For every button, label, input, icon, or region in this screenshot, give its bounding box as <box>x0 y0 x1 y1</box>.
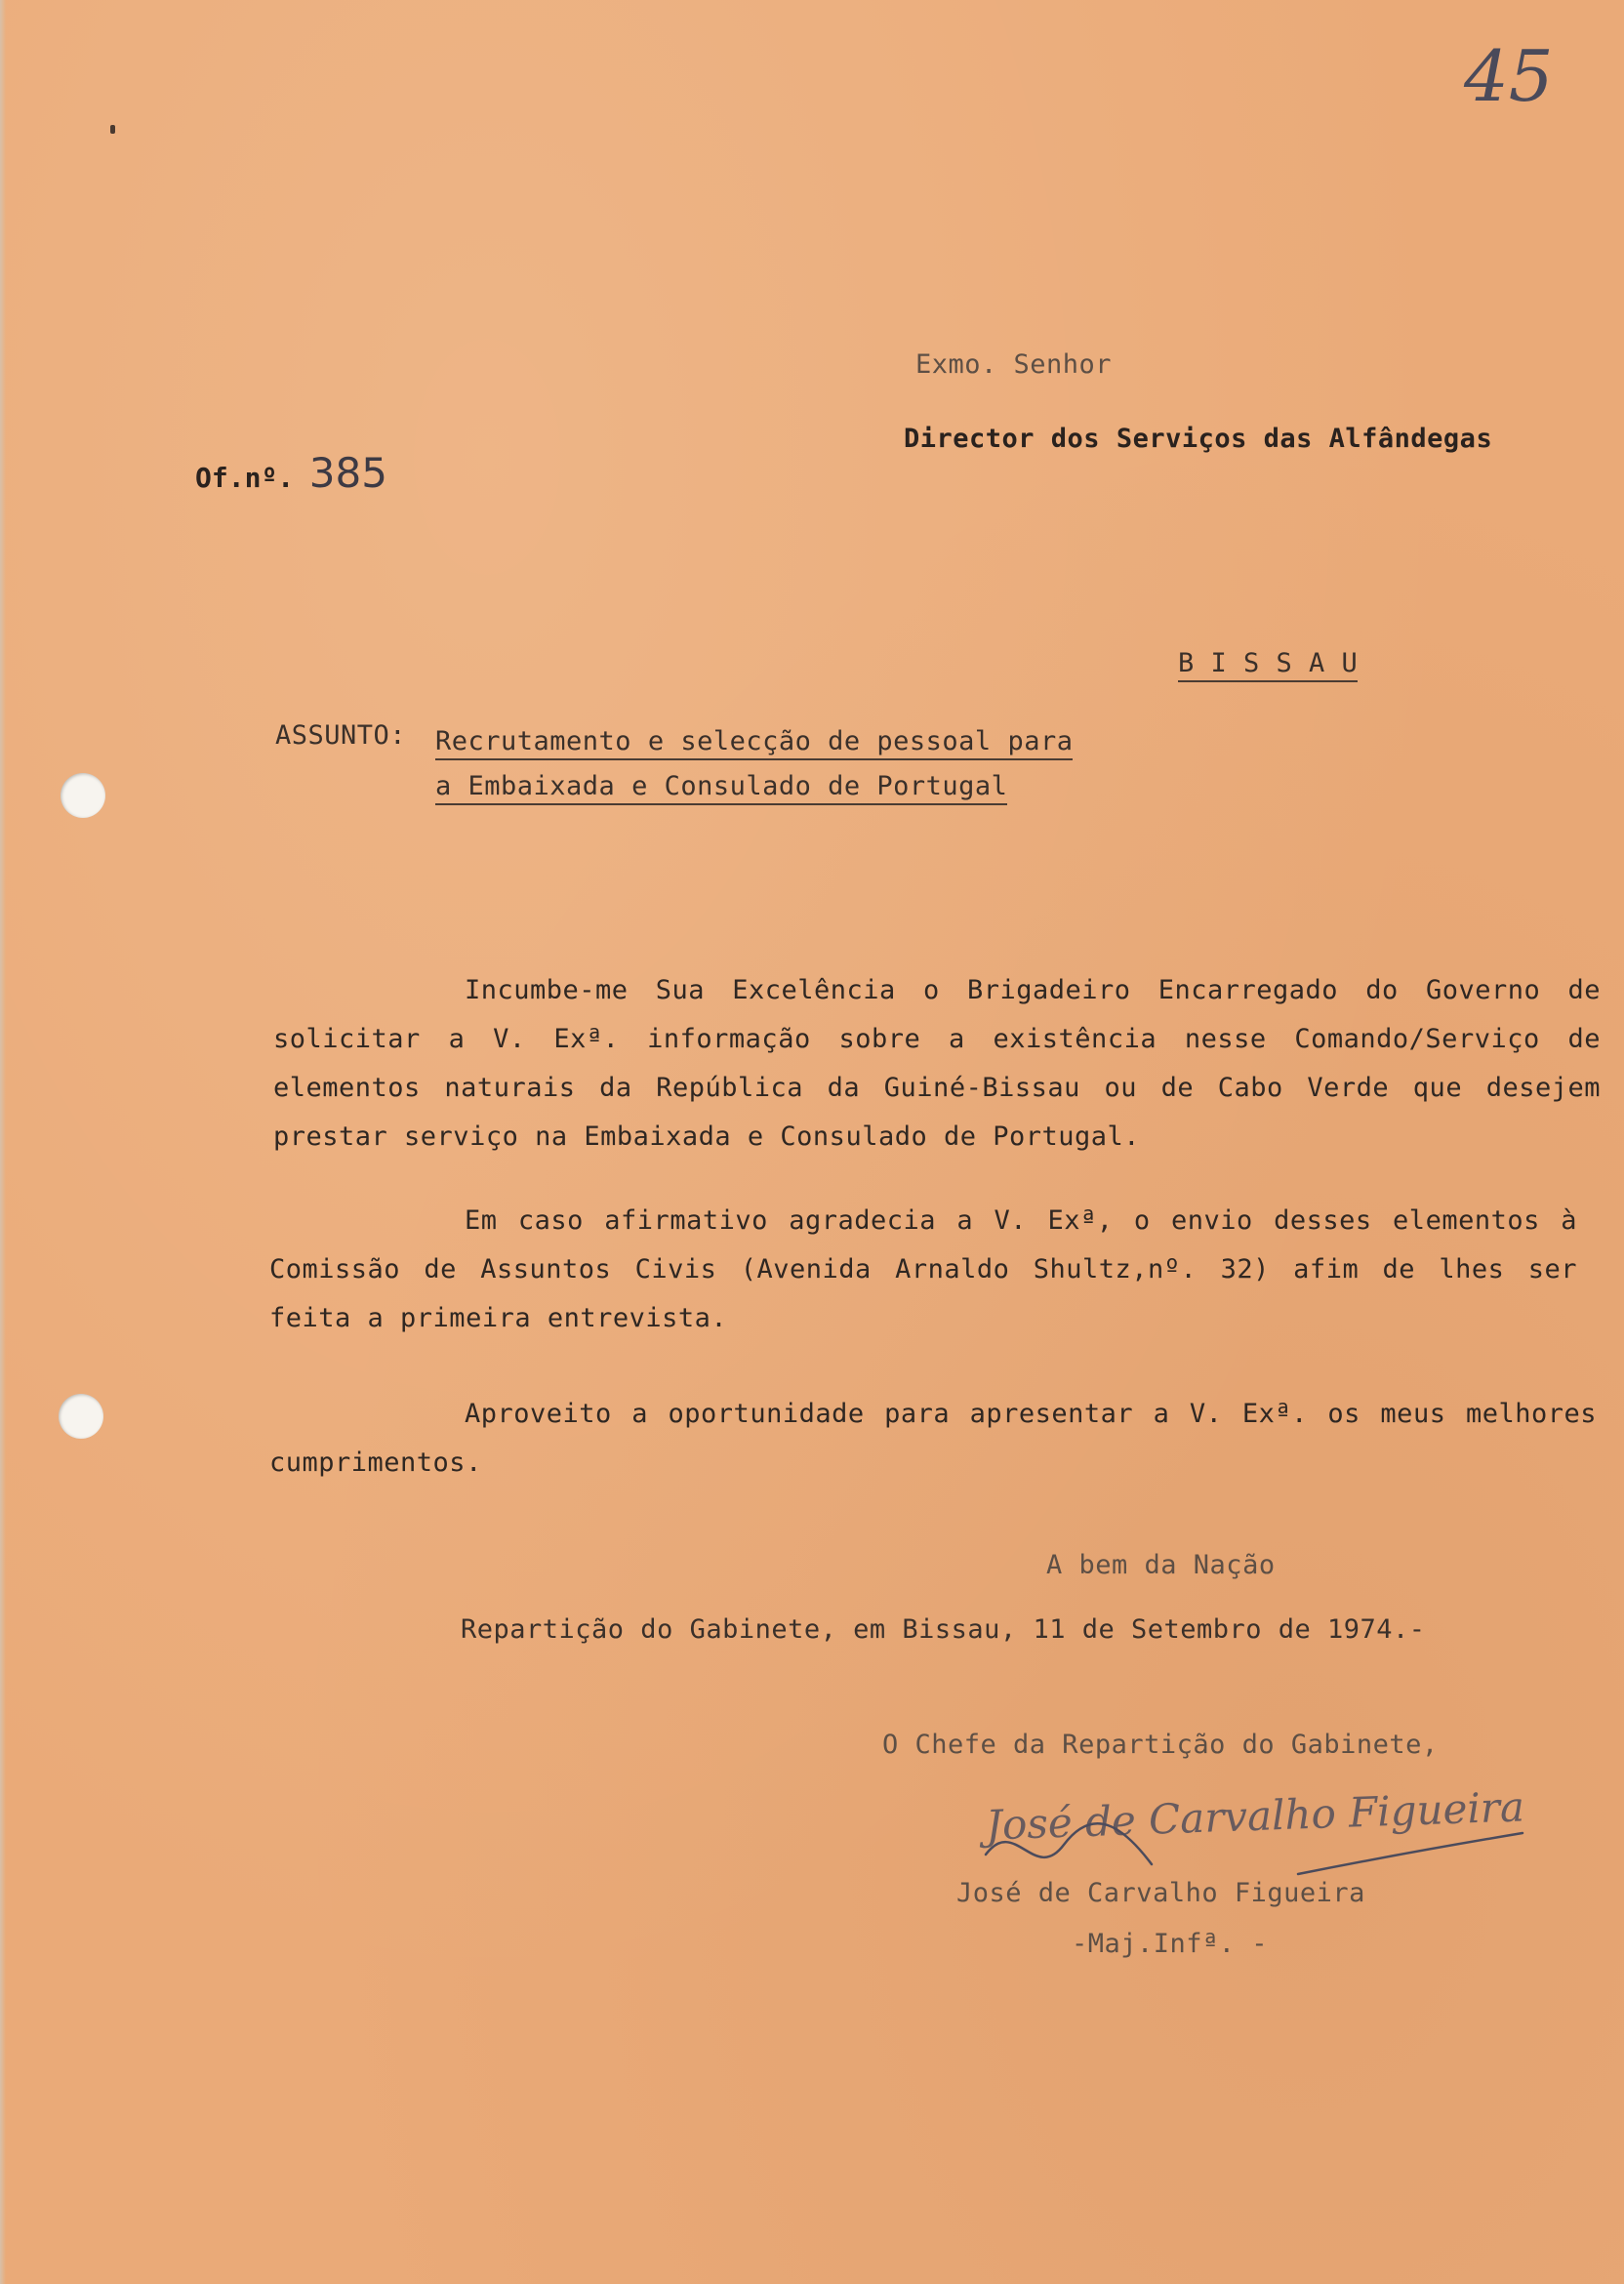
signer-name: José de Carvalho Figueira <box>956 1878 1365 1908</box>
reference-label: Of.nº. <box>195 462 295 494</box>
body-paragraph-2: Em caso afirmativo agradecia a V. Exª, o envio desses elementos à Comissão de Assuntos Civis (Avenida Arnaldo Shultz,nº. 32) afim de lhes ser feita a primeira entrevista. <box>269 1205 1577 1333</box>
recipient-salutation: Exmo. Senhor <box>915 349 1113 380</box>
recipient-title: Director dos Serviços das Alfândegas <box>904 424 1493 454</box>
reference <box>195 449 387 497</box>
paper-edge <box>0 0 6 2284</box>
signer-rank: -Maj.Infª. - <box>1072 1929 1269 1959</box>
subject-line-1: Recrutamento e selecção de pessoal para <box>435 726 1073 760</box>
reference-number: 385 <box>308 449 387 497</box>
closing-motto: A bem da Nação <box>1046 1550 1276 1580</box>
punch-hole-bottom <box>59 1394 103 1439</box>
signature: José de Carvalho Figueira <box>985 1782 1525 1850</box>
punch-hole-top <box>61 773 105 818</box>
subject-label: ASSUNTO: <box>275 720 407 751</box>
paper-speck <box>110 125 115 134</box>
body-paragraph-3: Aproveito a oportunidade para apresentar a V. Exª. os meus melhores cumprimentos. <box>269 1399 1597 1478</box>
closing-place-date: Repartição do Gabinete, em Bissau, 11 de Setembro de 1974.- <box>461 1614 1426 1645</box>
signer-role: O Chefe da Repartição do Gabinete, <box>882 1730 1439 1760</box>
page-number-handwritten: 45 <box>1464 35 1554 117</box>
recipient-city: B I S S A U <box>1178 648 1358 682</box>
subject-line-2: a Embaixada e Consulado de Portugal <box>435 771 1007 805</box>
body-paragraph-1: Incumbe-me Sua Excelência o Brigadeiro Encarregado do Governo de solicitar a V. Exª. informação sobre a existência nesse Comando/Serviço de elementos naturais da República da Guiné-Bissau ou de Cabo Verde que desejem prestar serviço na Embaixada e Consulado de Portugal. <box>273 975 1601 1152</box>
